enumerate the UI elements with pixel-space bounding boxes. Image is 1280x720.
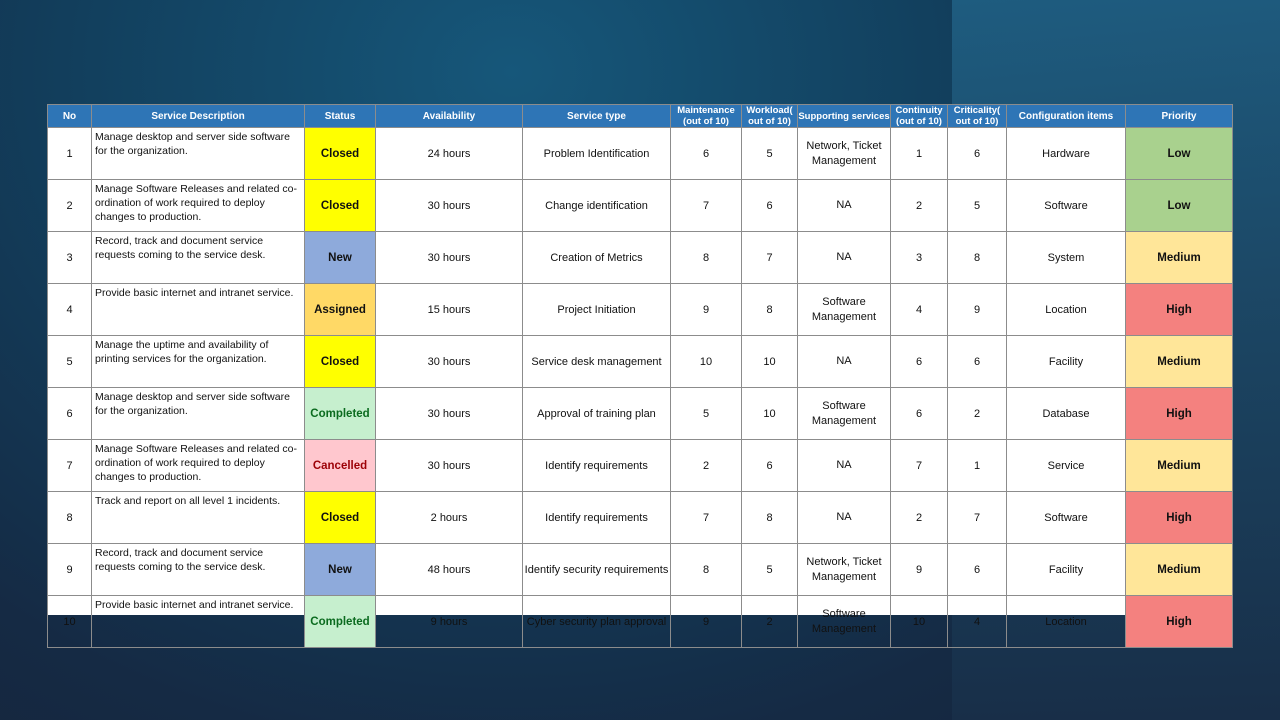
cell-service-type[interactable]: Identify requirements	[523, 492, 671, 544]
cell-status[interactable]: Cancelled	[305, 440, 376, 492]
cell-service-type[interactable]: Identify requirements	[523, 440, 671, 492]
cell-availability[interactable]: 9 hours	[376, 596, 523, 648]
cell-continuity[interactable]: 2	[891, 492, 948, 544]
cell-criticality[interactable]: 1	[948, 440, 1007, 492]
cell-maintenance[interactable]: 5	[671, 388, 742, 440]
cell-status[interactable]: Closed	[305, 492, 376, 544]
cell-availability[interactable]: 48 hours	[376, 544, 523, 596]
cell-continuity[interactable]: 9	[891, 544, 948, 596]
cell-service-type[interactable]: Cyber security plan approval	[523, 596, 671, 648]
header-criticality[interactable]: Criticality( out of 10)	[948, 105, 1007, 128]
cell-availability[interactable]: 30 hours	[376, 232, 523, 284]
cell-description[interactable]: Manage Software Releases and related co-ordination of work required to deploy changes to production.	[92, 440, 305, 492]
cell-workload[interactable]: 7	[742, 232, 798, 284]
header-status[interactable]: Status	[305, 105, 376, 128]
cell-priority[interactable]: Medium	[1126, 232, 1233, 284]
cell-status[interactable]: Completed	[305, 596, 376, 648]
header-description[interactable]: Service Description	[92, 105, 305, 128]
cell-continuity[interactable]: 4	[891, 284, 948, 336]
cell-service-type[interactable]: Project Initiation	[523, 284, 671, 336]
cell-maintenance[interactable]: 6	[671, 128, 742, 180]
cell-supporting-services[interactable]: NA	[798, 440, 891, 492]
cell-status[interactable]: Completed	[305, 388, 376, 440]
cell-priority[interactable]: Medium	[1126, 336, 1233, 388]
header-priority[interactable]: Priority	[1126, 105, 1233, 128]
cell-description[interactable]: Provide basic internet and intranet service.	[92, 284, 305, 336]
cell-maintenance[interactable]: 8	[671, 232, 742, 284]
cell-configuration-item[interactable]: Location	[1007, 596, 1126, 648]
cell-criticality[interactable]: 4	[948, 596, 1007, 648]
cell-continuity[interactable]: 3	[891, 232, 948, 284]
header-configuration-items[interactable]: Configuration items	[1007, 105, 1126, 128]
cell-description[interactable]: Manage desktop and server side software for the organization.	[92, 388, 305, 440]
cell-service-type[interactable]: Identify security requirements	[523, 544, 671, 596]
cell-configuration-item[interactable]: Facility	[1007, 544, 1126, 596]
cell-no[interactable]: 5	[48, 336, 92, 388]
header-service-type[interactable]: Service type	[523, 105, 671, 128]
table-row[interactable]	[48, 232, 1233, 284]
cell-workload[interactable]: 6	[742, 440, 798, 492]
cell-status[interactable]: New	[305, 232, 376, 284]
cell-continuity[interactable]: 6	[891, 388, 948, 440]
cell-service-type[interactable]: Problem Identification	[523, 128, 671, 180]
cell-continuity[interactable]: 6	[891, 336, 948, 388]
cell-availability[interactable]: 15 hours	[376, 284, 523, 336]
cell-supporting-services[interactable]: Network, Ticket Management	[798, 544, 891, 596]
cell-workload[interactable]: 8	[742, 492, 798, 544]
cell-no[interactable]: 7	[48, 440, 92, 492]
cell-maintenance[interactable]: 8	[671, 544, 742, 596]
cell-configuration-item[interactable]: Software	[1007, 492, 1126, 544]
cell-workload[interactable]: 6	[742, 180, 798, 232]
cell-priority[interactable]: Low	[1126, 128, 1233, 180]
cell-status[interactable]: Closed	[305, 128, 376, 180]
cell-configuration-item[interactable]: Database	[1007, 388, 1126, 440]
cell-configuration-item[interactable]: Software	[1007, 180, 1126, 232]
cell-priority[interactable]: High	[1126, 388, 1233, 440]
table-row[interactable]	[48, 440, 1233, 492]
table-row[interactable]	[48, 544, 1233, 596]
cell-workload[interactable]: 5	[742, 544, 798, 596]
header-availability[interactable]: Availability	[376, 105, 523, 128]
cell-supporting-services[interactable]: NA	[798, 492, 891, 544]
cell-supporting-services[interactable]: NA	[798, 180, 891, 232]
cell-criticality[interactable]: 6	[948, 544, 1007, 596]
cell-criticality[interactable]: 8	[948, 232, 1007, 284]
cell-workload[interactable]: 2	[742, 596, 798, 648]
cell-configuration-item[interactable]: Hardware	[1007, 128, 1126, 180]
cell-availability[interactable]: 30 hours	[376, 180, 523, 232]
cell-maintenance[interactable]: 7	[671, 180, 742, 232]
cell-priority[interactable]: Low	[1126, 180, 1233, 232]
cell-priority[interactable]: High	[1126, 492, 1233, 544]
cell-priority[interactable]: Medium	[1126, 440, 1233, 492]
cell-no[interactable]: 2	[48, 180, 92, 232]
cell-availability[interactable]: 30 hours	[376, 336, 523, 388]
header-continuity[interactable]: Continuity (out of 10)	[891, 105, 948, 128]
cell-service-type[interactable]: Creation of Metrics	[523, 232, 671, 284]
cell-service-type[interactable]: Approval of training plan	[523, 388, 671, 440]
cell-configuration-item[interactable]: Facility	[1007, 336, 1126, 388]
cell-supporting-services[interactable]: Software Management	[798, 284, 891, 336]
cell-workload[interactable]: 10	[742, 388, 798, 440]
service-catalog-sheet	[47, 104, 1232, 635]
table-row[interactable]	[48, 596, 1233, 648]
cell-service-type[interactable]: Service desk management	[523, 336, 671, 388]
cell-status[interactable]: Closed	[305, 180, 376, 232]
cell-continuity[interactable]: 2	[891, 180, 948, 232]
cell-service-type[interactable]: Change identification	[523, 180, 671, 232]
cell-availability[interactable]: 30 hours	[376, 388, 523, 440]
cell-maintenance[interactable]: 10	[671, 336, 742, 388]
table-row[interactable]	[48, 284, 1233, 336]
cell-no[interactable]: 4	[48, 284, 92, 336]
cell-status[interactable]: New	[305, 544, 376, 596]
cell-maintenance[interactable]: 9	[671, 284, 742, 336]
cell-description[interactable]: Record, track and document service requests coming to the service desk.	[92, 544, 305, 596]
header-row	[48, 105, 1233, 128]
cell-no[interactable]: 1	[48, 128, 92, 180]
table-row[interactable]	[48, 492, 1233, 544]
cell-description[interactable]: Manage the uptime and availability of printing services for the organization.	[92, 336, 305, 388]
cell-supporting-services[interactable]: Software Management	[798, 388, 891, 440]
cell-workload[interactable]: 10	[742, 336, 798, 388]
cell-criticality[interactable]: 2	[948, 388, 1007, 440]
cell-maintenance[interactable]: 2	[671, 440, 742, 492]
cell-workload[interactable]: 8	[742, 284, 798, 336]
cell-description[interactable]: Provide basic internet and intranet service.	[92, 596, 305, 648]
cell-continuity[interactable]: 7	[891, 440, 948, 492]
header-maintenance[interactable]: Maintenance (out of 10)	[671, 105, 742, 128]
cell-criticality[interactable]: 7	[948, 492, 1007, 544]
service-table	[47, 104, 1233, 648]
cell-criticality[interactable]: 6	[948, 336, 1007, 388]
cell-no[interactable]: 9	[48, 544, 92, 596]
table-row[interactable]	[48, 336, 1233, 388]
cell-supporting-services[interactable]: NA	[798, 336, 891, 388]
cell-availability[interactable]: 2 hours	[376, 492, 523, 544]
cell-priority[interactable]: High	[1126, 284, 1233, 336]
cell-priority[interactable]: Medium	[1126, 544, 1233, 596]
cell-availability[interactable]: 30 hours	[376, 440, 523, 492]
cell-criticality[interactable]: 5	[948, 180, 1007, 232]
cell-supporting-services[interactable]: NA	[798, 232, 891, 284]
table-row[interactable]	[48, 128, 1233, 180]
cell-supporting-services[interactable]: Network, Ticket Management	[798, 128, 891, 180]
cell-configuration-item[interactable]: Service	[1007, 440, 1126, 492]
cell-priority[interactable]: High	[1126, 596, 1233, 648]
cell-description[interactable]: Record, track and document service requests coming to the service desk.	[92, 232, 305, 284]
cell-criticality[interactable]: 9	[948, 284, 1007, 336]
cell-continuity[interactable]: 1	[891, 128, 948, 180]
cell-no[interactable]: 6	[48, 388, 92, 440]
cell-status[interactable]: Assigned	[305, 284, 376, 336]
cell-description[interactable]: Manage Software Releases and related co-ordination of work required to deploy changes to production.	[92, 180, 305, 232]
cell-configuration-item[interactable]: System	[1007, 232, 1126, 284]
cell-no[interactable]: 3	[48, 232, 92, 284]
cell-description[interactable]: Track and report on all level 1 incidents.	[92, 492, 305, 544]
table-row[interactable]	[48, 388, 1233, 440]
table-row[interactable]	[48, 180, 1233, 232]
cell-maintenance[interactable]: 7	[671, 492, 742, 544]
header-workload[interactable]: Workload( out of 10)	[742, 105, 798, 128]
cell-description[interactable]: Manage desktop and server side software for the organization.	[92, 128, 305, 180]
cell-continuity[interactable]: 10	[891, 596, 948, 648]
cell-criticality[interactable]: 6	[948, 128, 1007, 180]
header-supporting-services[interactable]: Supporting services	[798, 105, 891, 128]
cell-supporting-services[interactable]: Software Management	[798, 596, 891, 648]
cell-status[interactable]: Closed	[305, 336, 376, 388]
cell-availability[interactable]: 24 hours	[376, 128, 523, 180]
cell-no[interactable]: 10	[48, 596, 92, 648]
header-no[interactable]: No	[48, 105, 92, 128]
cell-configuration-item[interactable]: Location	[1007, 284, 1126, 336]
cell-maintenance[interactable]: 9	[671, 596, 742, 648]
cell-no[interactable]: 8	[48, 492, 92, 544]
cell-workload[interactable]: 5	[742, 128, 798, 180]
